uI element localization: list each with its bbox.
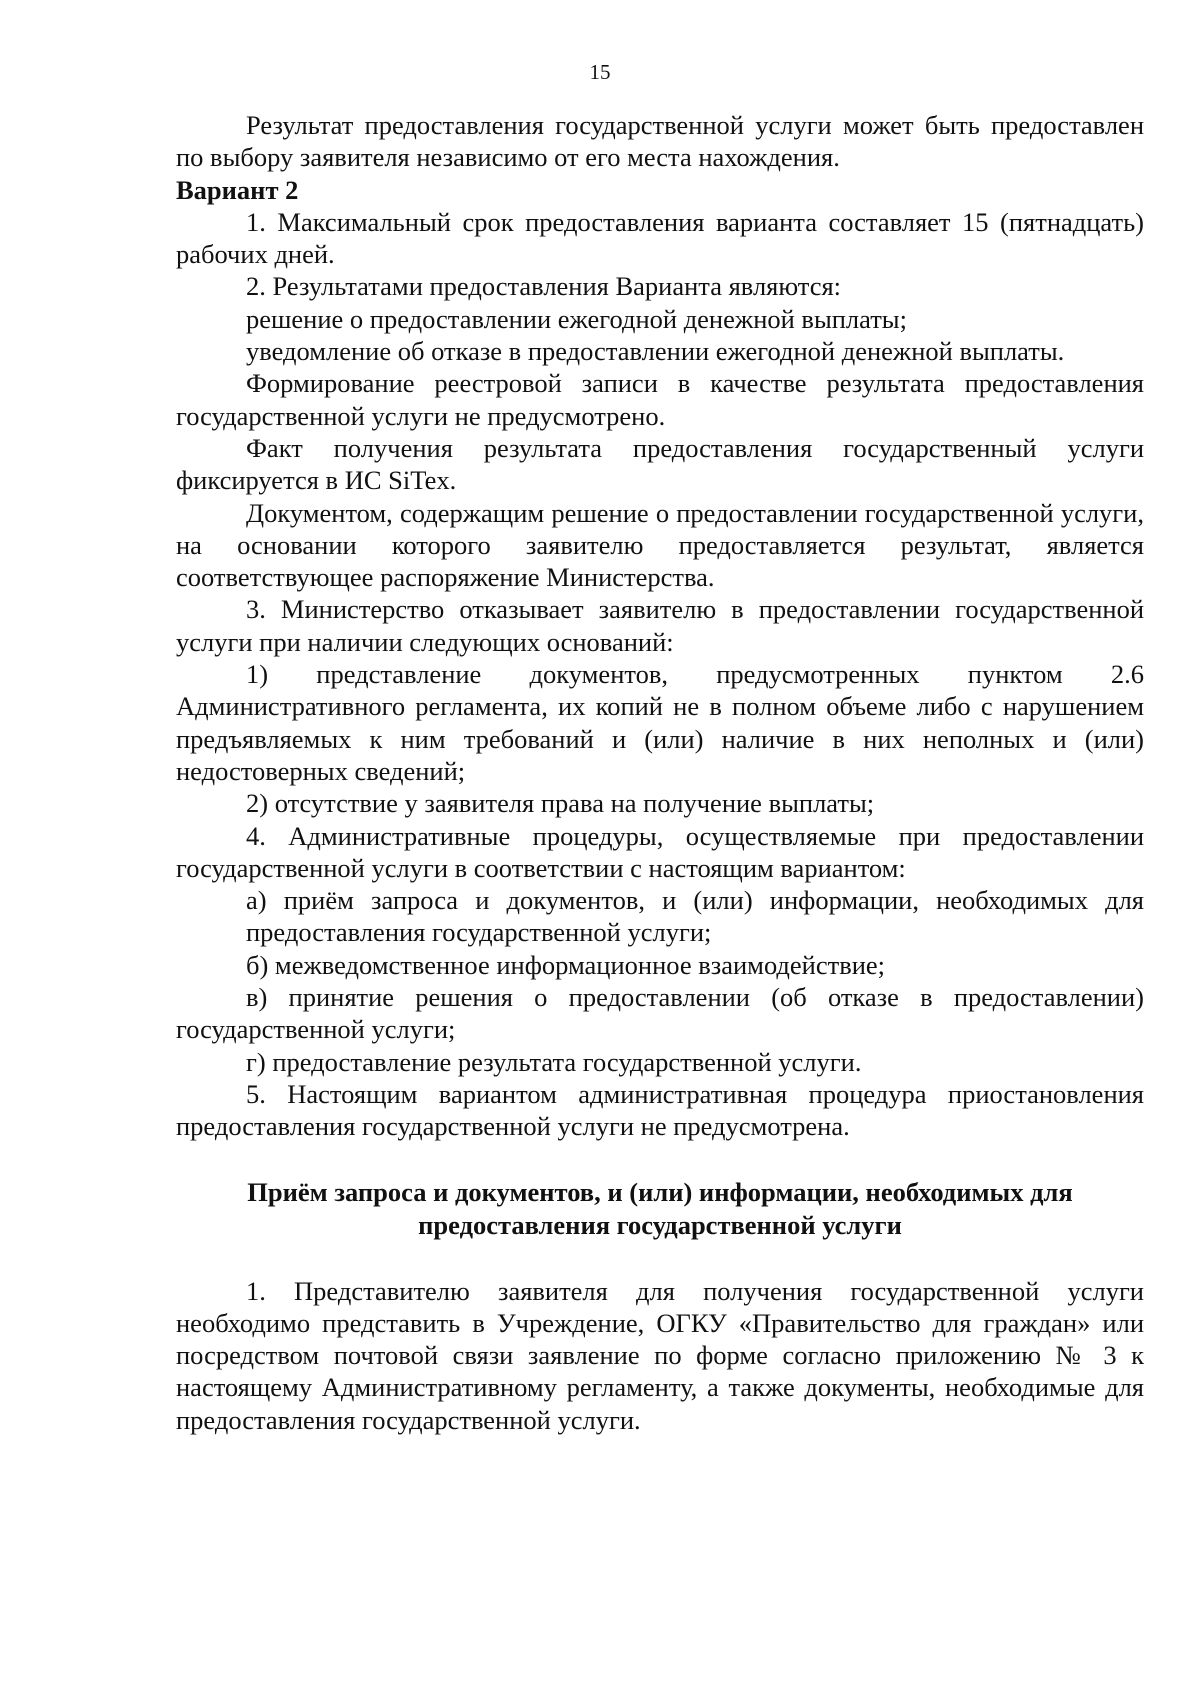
heading-request-reception-line-2: предоставления государственной услуги bbox=[418, 1209, 902, 1240]
paragraph-representative-submission: 1. Представителю заявителя для получения государственной услуги необходимо представить в Учреждение, ОГКУ «Правительство для граждан» или посредством почтовой связи заявление по форме согласно приложению № 3 к настоящему Административному регламенту, а также документы, необходимые для предоставления государственной услуги. bbox=[176, 1275, 1144, 1435]
paragraph-fact-recorded: Факт получения результата предоставления государственный услуги фиксируется в ИС SiTex. bbox=[176, 432, 1144, 496]
list-item-procedure-b: б) межведомственное информационное взаимодействие; bbox=[246, 949, 886, 980]
list-item-ground-2: 2) отсутствие у заявителя права на получение выплаты; bbox=[246, 788, 875, 819]
paragraph-max-term: 1. Максимальный срок предоставления варианта составляет 15 (пятнадцать) рабочих дней. bbox=[176, 206, 1144, 270]
heading-request-reception-line-1: Приём запроса и документов, и (или) информации, необходимых для bbox=[247, 1176, 1073, 1207]
list-item-decision: решение о предоставлении ежегодной денежной выплаты; bbox=[246, 303, 907, 334]
paragraph-results-list-intro: 2. Результатами предоставления Варианта являются: bbox=[246, 271, 842, 302]
list-item-refusal-notice: уведомление об отказе в предоставлении ежегодной денежной выплаты. bbox=[246, 336, 1065, 367]
document-body bbox=[176, 109, 1144, 1436]
heading-variant-2: Вариант 2 bbox=[176, 174, 299, 205]
page-number: 15 bbox=[589, 60, 611, 84]
heading-request-reception bbox=[176, 1176, 1144, 1242]
list-item-procedure-g: г) предоставление результата государственной услуги. bbox=[246, 1046, 862, 1077]
paragraph-result-delivery: Результат предоставления государственной услуги может быть предоставлен по выбору заявителя независимо от его места нахождения. bbox=[176, 110, 1144, 173]
paragraph-registry-record: Формирование реестровой записи в качестве результата предоставления государственной услуги не предусмотрено. bbox=[176, 368, 1144, 431]
paragraph-refusal-grounds-intro: 3. Министерство отказывает заявителю в предоставлении государственной услуги при наличии следующих оснований: bbox=[176, 594, 1144, 657]
list-item-procedure-a: а) приём запроса и документов, и (или) информации, необходимых для предоставления государственной услуги; bbox=[246, 885, 1144, 948]
list-item-procedure-v: в) принятие решения о предоставлении (об отказе в предоставлении) государственной услуги; bbox=[176, 982, 1144, 1045]
list-item-ground-1: 1) представление документов, предусмотренных пунктом 2.6 Административного регламента, их копий не в полном объеме либо с нарушением предъявляемых к ним требований и (или) наличие в них неполных и (или) недостоверных сведений; bbox=[176, 659, 1144, 786]
paragraph-no-suspension: 5. Настоящим вариантом административная процедура приостановления предоставления государственной услуги не предусмотрена. bbox=[176, 1078, 1144, 1142]
paragraph-procedures-intro: 4. Административные процедуры, осуществляемые при предоставлении государственной услуги в соответствии с настоящим вариантом: bbox=[176, 820, 1144, 883]
paragraph-decision-document: Документом, содержащим решение о предоставлении государственной услуги, на основании которого заявителю предоставляется результат, является соответствующее распоряжение Министерства. bbox=[176, 497, 1144, 593]
